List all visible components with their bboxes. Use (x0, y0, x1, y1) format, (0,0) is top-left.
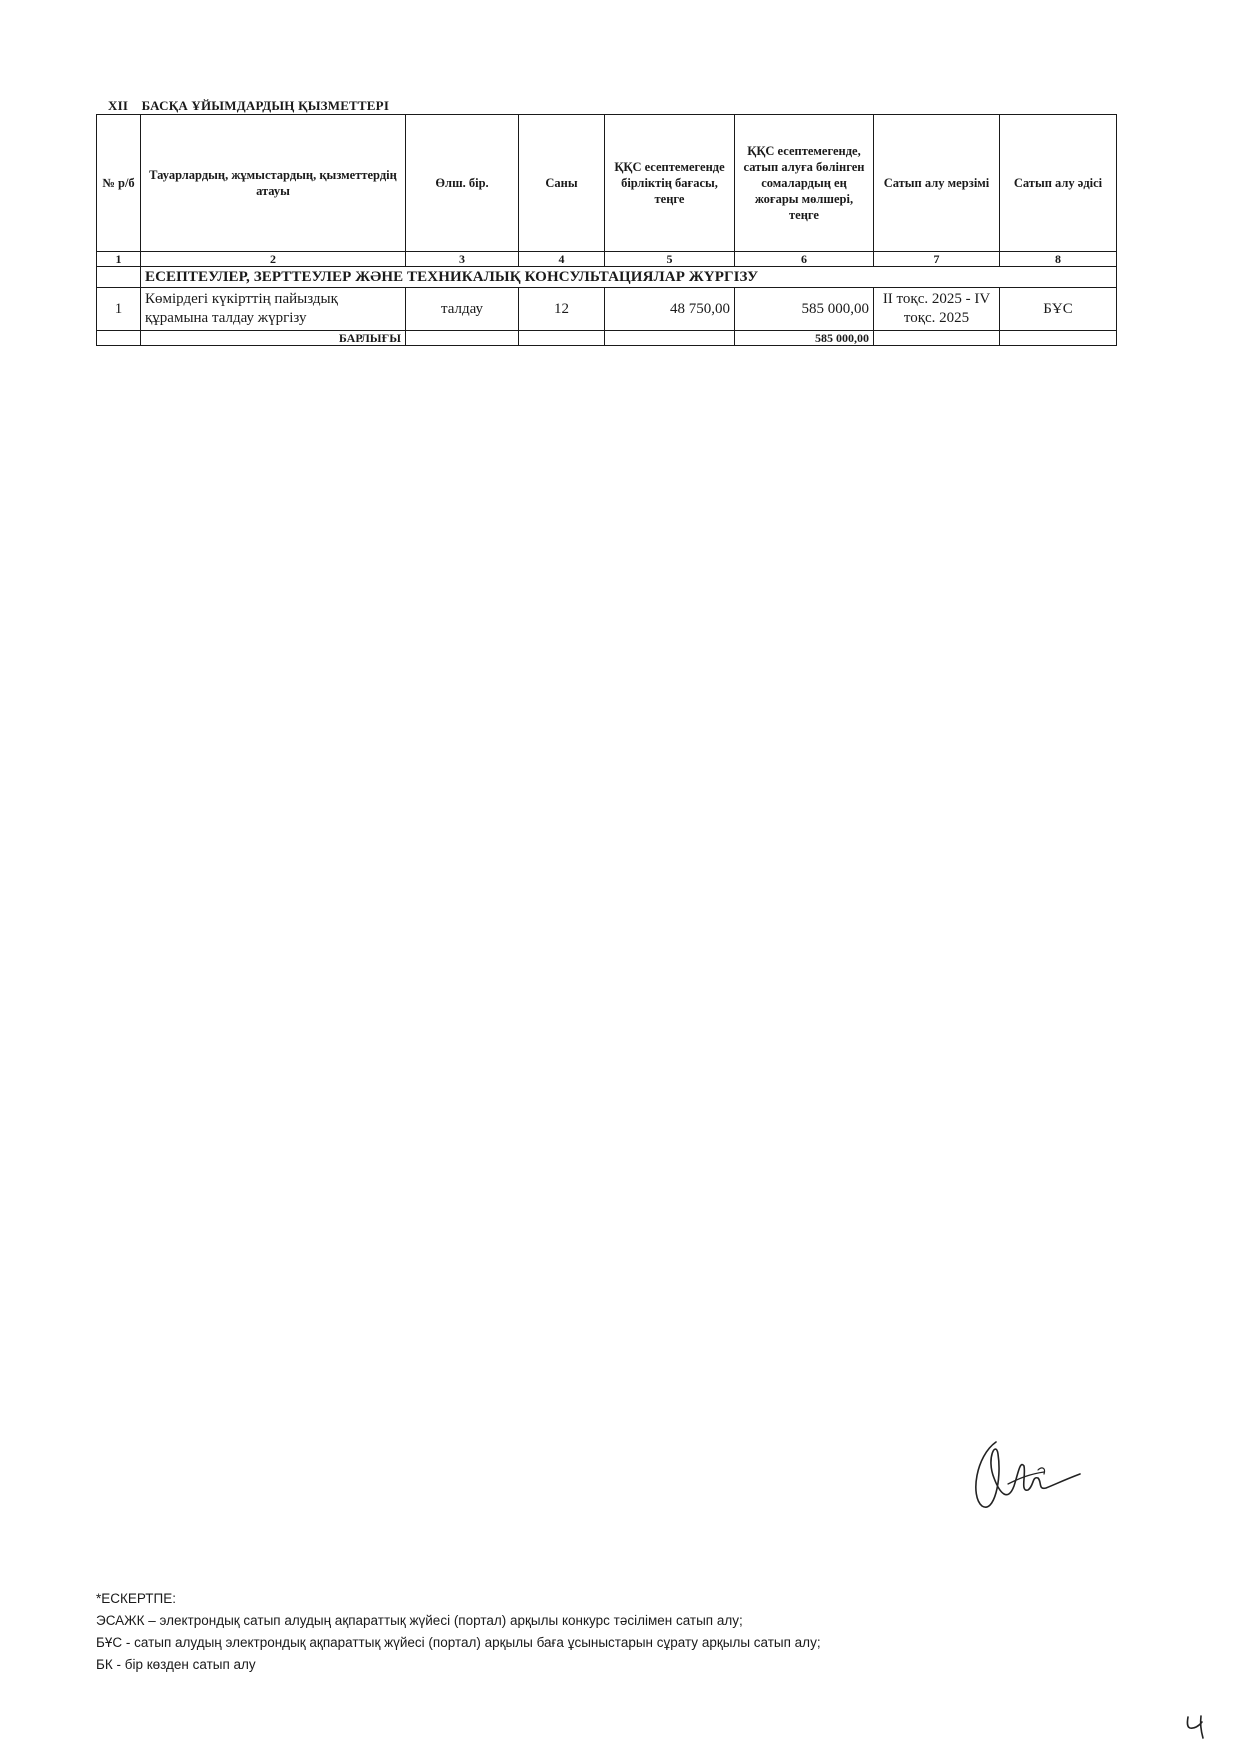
total-amount: 585 000,00 (735, 331, 874, 346)
total-label: БАРЛЫҒЫ (141, 331, 406, 346)
table-header-row (97, 115, 1117, 252)
section-title: БАСҚА ҰЙЫМДАРДЫҢ ҚЫЗМЕТТЕРІ (141, 98, 390, 113)
header-max-amount: ҚҚС есептемегенде, сатып алуға бөлінген сомалардың ең жоғары мөлшері, теңге (735, 115, 874, 252)
footnote (96, 1588, 821, 1676)
header-period: Сатып алу мерзімі (874, 115, 1000, 252)
handwritten-signature (968, 1428, 1088, 1518)
row-max-amount: 585 000,00 (735, 288, 874, 331)
column-number: 1 (97, 252, 141, 267)
footnote-heading: *ЕСКЕРТПЕ: (96, 1591, 176, 1606)
header-unit-price: ҚҚС есептемегенде бірліктің бағасы, теңге (605, 115, 735, 252)
header-number: № р/б (97, 115, 141, 252)
row-method: БҰС (1000, 288, 1117, 331)
header-unit: Өлш. бір. (406, 115, 519, 252)
section-heading (108, 98, 389, 114)
section-number: XII (108, 98, 129, 113)
column-number: 4 (519, 252, 605, 267)
row-item-name: Көмірдегі күкірттің пайыздық құрамына талдау жүргізу (141, 288, 406, 331)
total-row (97, 331, 1117, 346)
header-method: Сатып алу әдісі (1000, 115, 1117, 252)
footnote-line: БК - бір көзден сатып алу (96, 1657, 256, 1672)
column-number: 6 (735, 252, 874, 267)
row-quantity: 12 (519, 288, 605, 331)
row-unit-price: 48 750,00 (605, 288, 735, 331)
header-name: Тауарлардың, жұмыстардың, қызметтердің атауы (141, 115, 406, 252)
procurement-table (96, 114, 1117, 346)
footnote-line: ЭСАЖК – электрондық сатып алудың ақпараттық жүйесі (портал) арқылы конкурс тәсілімен сатып алу; (96, 1613, 743, 1628)
category-row (97, 267, 1117, 288)
column-number: 5 (605, 252, 735, 267)
column-number: 8 (1000, 252, 1117, 267)
column-number-row (97, 252, 1117, 267)
row-unit: талдау (406, 288, 519, 331)
footnote-line: БҰС - сатып алудың электрондық ақпараттық жүйесі (портал) арқылы баға ұсыныстарын сұрату арқылы сатып алу; (96, 1635, 821, 1650)
row-number: 1 (97, 288, 141, 331)
handwritten-page-number (1184, 1714, 1206, 1740)
category-title: ЕСЕПТЕУЛЕР, ЗЕРТТЕУЛЕР ЖӘНЕ ТЕХНИКАЛЫҚ КОНСУЛЬТАЦИЯЛАР ЖҮРГІЗУ (145, 268, 759, 285)
column-number: 7 (874, 252, 1000, 267)
table-row (97, 288, 1117, 331)
row-period: II тоқс. 2025 - IV тоқс. 2025 (874, 288, 1000, 331)
column-number: 2 (141, 252, 406, 267)
header-quantity: Саны (519, 115, 605, 252)
column-number: 3 (406, 252, 519, 267)
